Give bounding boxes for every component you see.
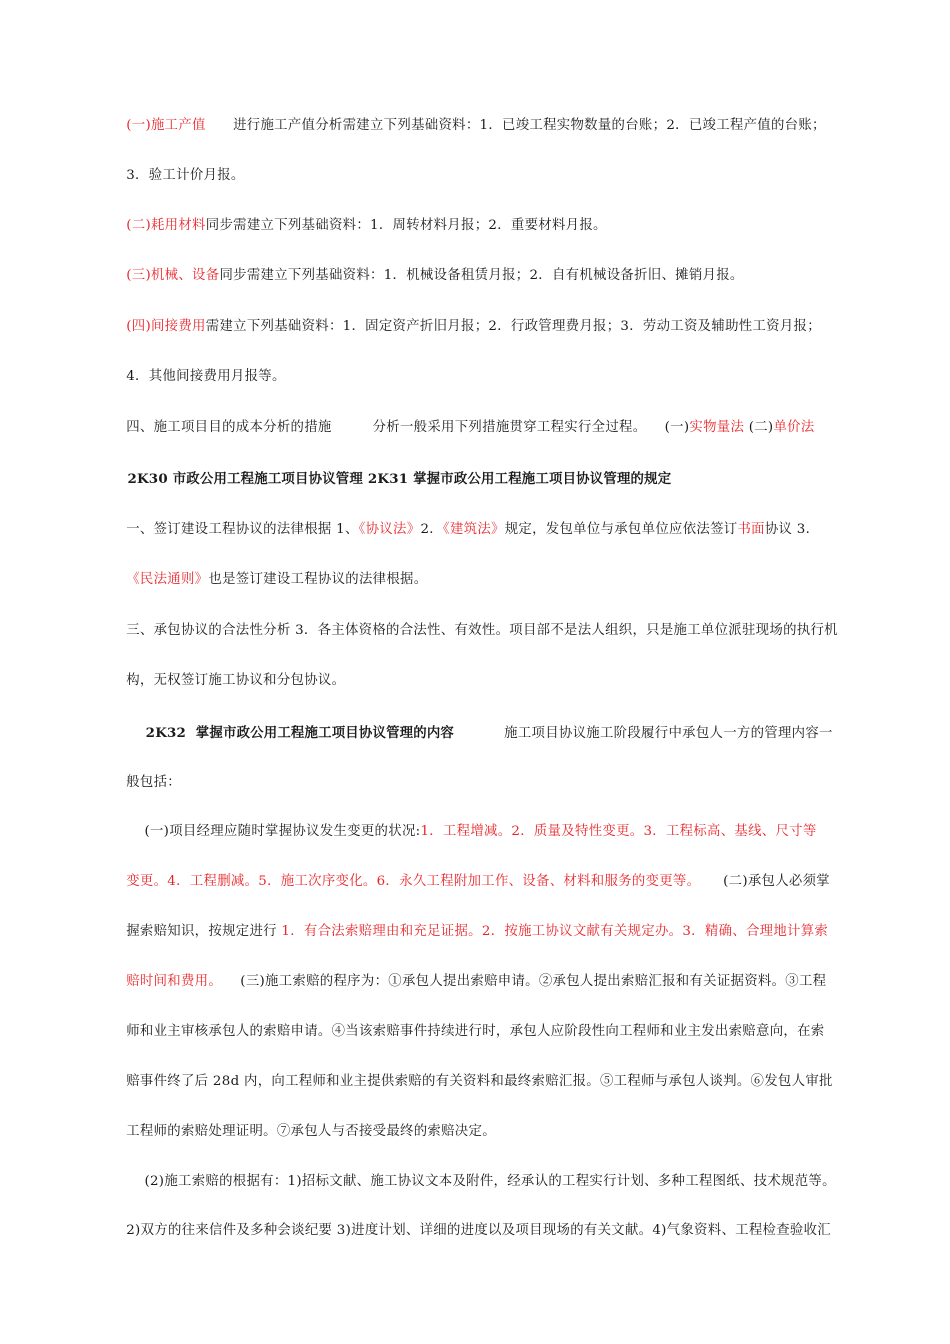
highlight-text: 《民法通则》 (126, 572, 209, 587)
paragraph-materials (108, 199, 607, 253)
text-segment: 同步需建立下列基础资料：1．机械设备租赁月报；2．自有机械设备折旧、摊销月报。 (219, 268, 744, 283)
text-segment: 规定，发包单位与承包单位应依法签订 (504, 522, 738, 537)
highlight-text: 《建筑法》 (442, 522, 505, 537)
heading-construction-output: (一)施工产值 (126, 118, 206, 133)
text-segment: 同步需建立下列基础资料：1．周转材料月报；2．重要材料月报。 (205, 218, 607, 233)
text-segment: (2)施工索赔的根据有：1)招标文献、施工协议文本及附件，经承认的工程实行计划、多种工程图纸、技术规范等。 (126, 1174, 836, 1189)
paragraph-line (108, 1005, 824, 1059)
section-heading-2k30 (108, 452, 671, 506)
text-segment: 构，无权签订施工协议和分包协议。 (126, 673, 346, 688)
text-segment: 赔事件终了后 28d 内，向工程师和业主提供索赔的有关资料和最终索赔汇报。⑤工程师与承包人谈判。⑥发包人审批 (126, 1074, 833, 1089)
text-segment: (二)承包人必须掌 (700, 874, 830, 889)
paragraph-indirect-costs (108, 300, 821, 354)
paragraph-construction-output (108, 99, 826, 153)
text-segment: 2)双方的往来信件及多种会谈纪要 3)进度计划、详细的进度以及项目现场的有关文献。4)气象资料、工程检查验收汇 (126, 1223, 831, 1238)
text-segment: 也是签订建设工程协议的法律根据。 (208, 572, 428, 587)
text-segment: (三)施工索赔的程序为：①承包人提出索赔申请。②承包人提出索赔汇报和有关证据资料。③工程 (222, 974, 827, 989)
highlight-text: 赔时间和费用。 (126, 974, 223, 989)
paragraph-line (108, 654, 345, 708)
section-heading-2k32: 2K32 掌握市政公用工程施工项目协议管理的内容 (126, 725, 455, 741)
text-segment: 2． (420, 522, 443, 537)
text-segment: 四、施工项目目的成本分析的措施 分析一般采用下列措施贯穿工程实行全过程。 (一) (126, 420, 690, 435)
paragraph-line (108, 149, 245, 203)
text-segment: 协议 3． (764, 522, 820, 537)
paragraph-contract-changes (108, 805, 817, 859)
text-segment: 般包括： (126, 775, 181, 790)
text-segment: 需建立下列基础资料：1．固定资产折旧月报；2．行政管理费月报；3．劳动工资及辅助性工资月报； (205, 319, 821, 334)
text-segment: 3．验工计价月报。 (126, 168, 245, 183)
text-segment: (二) (744, 420, 774, 435)
text-segment: 三、承包协议的合法性分析 3．各主体资格的合法性、有效性。项目部不是法人组织，只是施工单位派驻现场的执行机 (126, 623, 838, 638)
highlight-text: 书面 (737, 522, 765, 537)
paragraph-line (108, 350, 286, 404)
highlight-text: 变更。4．工程删减。5．施工次序变化。6．永久工程附加工作、设备、材料和服务的变更等。 (126, 874, 701, 889)
heading-text: 2K30 市政公用工程施工项目协议管理 2K31 掌握市政公用工程施工项目协议管理的规定 (127, 471, 672, 487)
highlight-text: 1．工程增减。2．质量及特性变更。3．工程标高、基线、尺寸等 (420, 824, 817, 839)
heading-indirect-costs: (四)间接费用 (126, 319, 206, 334)
heading-materials: (二)耗用材料 (126, 218, 206, 233)
text-segment: 师和业主审核承包人的索赔申请。④当该索赔事件持续进行时，承包人应阶段性向工程师和业主发出索赔意向，在索 (126, 1024, 825, 1039)
paragraph-line (108, 1055, 833, 1109)
paragraph-line (108, 756, 181, 810)
text-segment: 一、签订建设工程协议的法律根据 1、 (126, 522, 359, 537)
highlight-text: 实物量法 (689, 420, 745, 435)
highlight-text: 单价法 (773, 420, 815, 435)
paragraph-machinery (108, 249, 744, 303)
paragraph-line (108, 553, 427, 607)
heading-machinery: (三)机械、设备 (126, 268, 220, 283)
paragraph-2k32 (108, 706, 833, 761)
text-segment: 工程师的索赔处理证明。⑦承包人与否接受最终的索赔决定。 (126, 1124, 496, 1139)
text-segment: 进行施工产值分析需建立下列基础资料：1．已竣工程实物数量的台账；2．已竣工程产值的台账； (205, 118, 826, 133)
text-segment: 4．其他间接费用月报等。 (126, 369, 286, 384)
paragraph-line (108, 1105, 496, 1159)
paragraph-legality (108, 604, 838, 658)
paragraph-line (108, 955, 826, 1009)
text-segment: 施工项目协议施工阶段履行中承包人一方的管理内容一 (454, 726, 833, 741)
paragraph-line (108, 1204, 831, 1258)
paragraph-cost-analysis (108, 401, 815, 455)
highlight-text: 1．有合法索赔理由和充足证据。2．按施工协议文献有关规定办。3．精确、合理地计算索 (281, 924, 829, 939)
text-segment: (一)项目经理应随时掌握协议发生变更的状况: (126, 824, 421, 839)
paragraph-legal-basis (108, 503, 819, 557)
paragraph-line (108, 855, 830, 909)
highlight-text: 《协议法》 (358, 522, 421, 537)
paragraph-claim-basis (108, 1155, 836, 1209)
text-segment: 握索赔知识，按规定进行 (126, 924, 282, 939)
paragraph-line (108, 905, 828, 959)
